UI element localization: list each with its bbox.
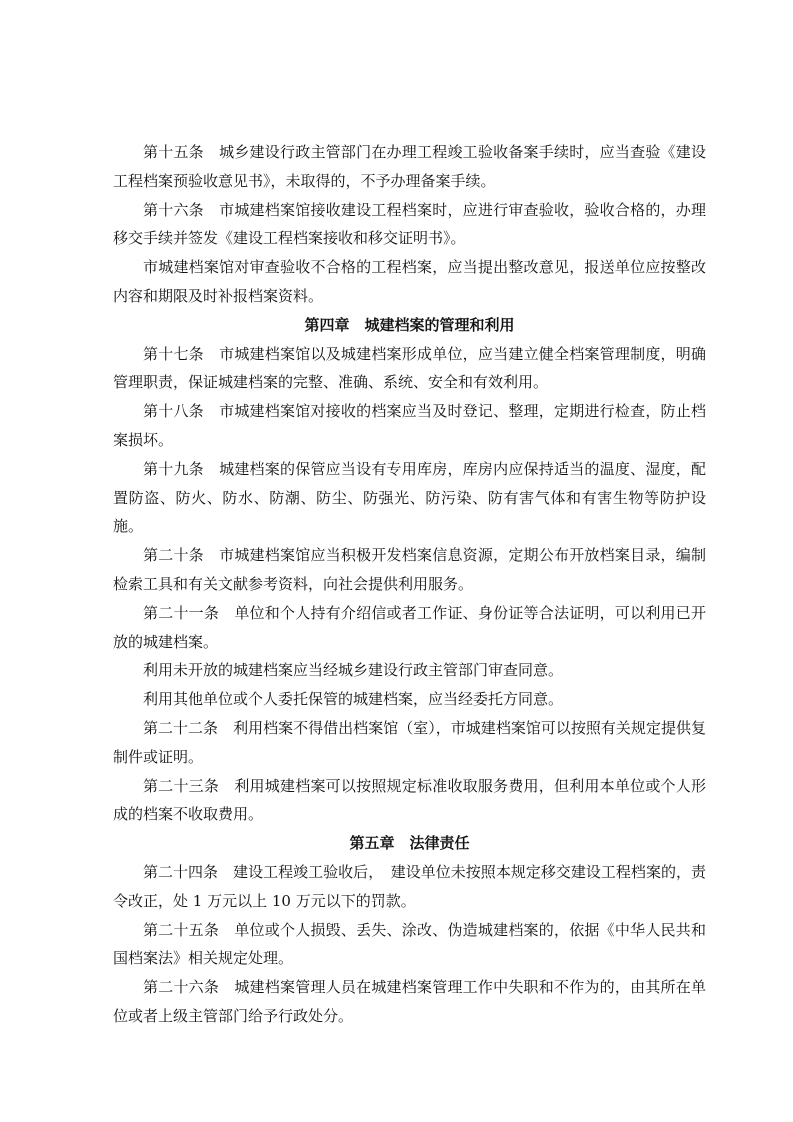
article-23: 第二十三条 利用城建档案可以按照规定标准收取服务费用，但利用本单位或个人形成的档案不收取费用。 (113, 776, 706, 824)
article-15: 第十五条 城乡建设行政主管部门在办理工程竣工验收备案手续时，应当查验《建设工程档案预验收意见书》，未取得的，不予办理备案手续。 (113, 143, 706, 190)
article-21-paragraph-2: 利用未开放的城建档案应当经城乡建设行政主管部门审查同意。 (143, 661, 564, 680)
article-18: 第十八条 市城建档案馆对接收的档案应当及时登记、整理，定期进行检查，防止档案损坏。 (113, 402, 706, 449)
article-22: 第二十二条 利用档案不得借出档案馆（室），市城建档案馆可以按照有关规定提供复制件或证明。 (113, 718, 706, 766)
article-24: 第二十四条 建设工程竣工验收后， 建设单位未按照本规定移交建设工程档案的，责令改正，处 1 万元以上 10 万元以下的罚款。 (113, 862, 706, 910)
article-16: 第十六条 市城建档案馆接收建设工程档案时，应进行审查验收，验收合格的，办理移交手续并签发《建设工程档案接收和移交证明书》。 (113, 200, 706, 248)
document-page (113, 138, 706, 1031)
article-21-paragraph-3: 利用其他单位或个人委托保管的城建档案，应当经委托方同意。 (143, 690, 564, 709)
article-17: 第十七条 市城建档案馆以及城建档案形成单位，应当建立健全档案管理制度，明确管理职责，保证城建档案的完整、准确、系统、安全和有效利用。 (113, 344, 706, 392)
article-21: 第二十一条 单位和个人持有介绍信或者工作证、身份证等合法证明，可以利用已开放的城建档案。 (113, 603, 706, 651)
article-16-paragraph-2: 市城建档案馆对审查验收不合格的工程档案，应当提出整改意见，报送单位应按整改内容和期限及时补报档案资料。 (113, 258, 706, 305)
article-20: 第二十条 市城建档案馆应当积极开发档案信息资源，定期公布开放档案目录，编制检索工具和有关文献参考资料，向社会提供利用服务。 (113, 546, 706, 593)
chapter-4-heading: 第四章 城建档案的管理和利用 (304, 315, 515, 334)
chapter-5-heading: 第五章 法律责任 (349, 834, 470, 853)
article-26: 第二十六条 城建档案管理人员在城建档案管理工作中失职和不作为的，由其所在单位或者上级主管部门给予行政处分。 (113, 978, 706, 1025)
article-25: 第二十五条 单位或个人损毁、丢失、涂改、伪造城建档案的，依据《中华人民共和国档案法》相关规定处理。 (113, 920, 706, 968)
article-19: 第十九条 城建档案的保管应当设有专用库房，库房内应保持适当的温度、湿度，配置防盗、防火、防水、防潮、防尘、防强光、防污染、防有害气体和有害生物等防护设施。 (113, 459, 706, 536)
